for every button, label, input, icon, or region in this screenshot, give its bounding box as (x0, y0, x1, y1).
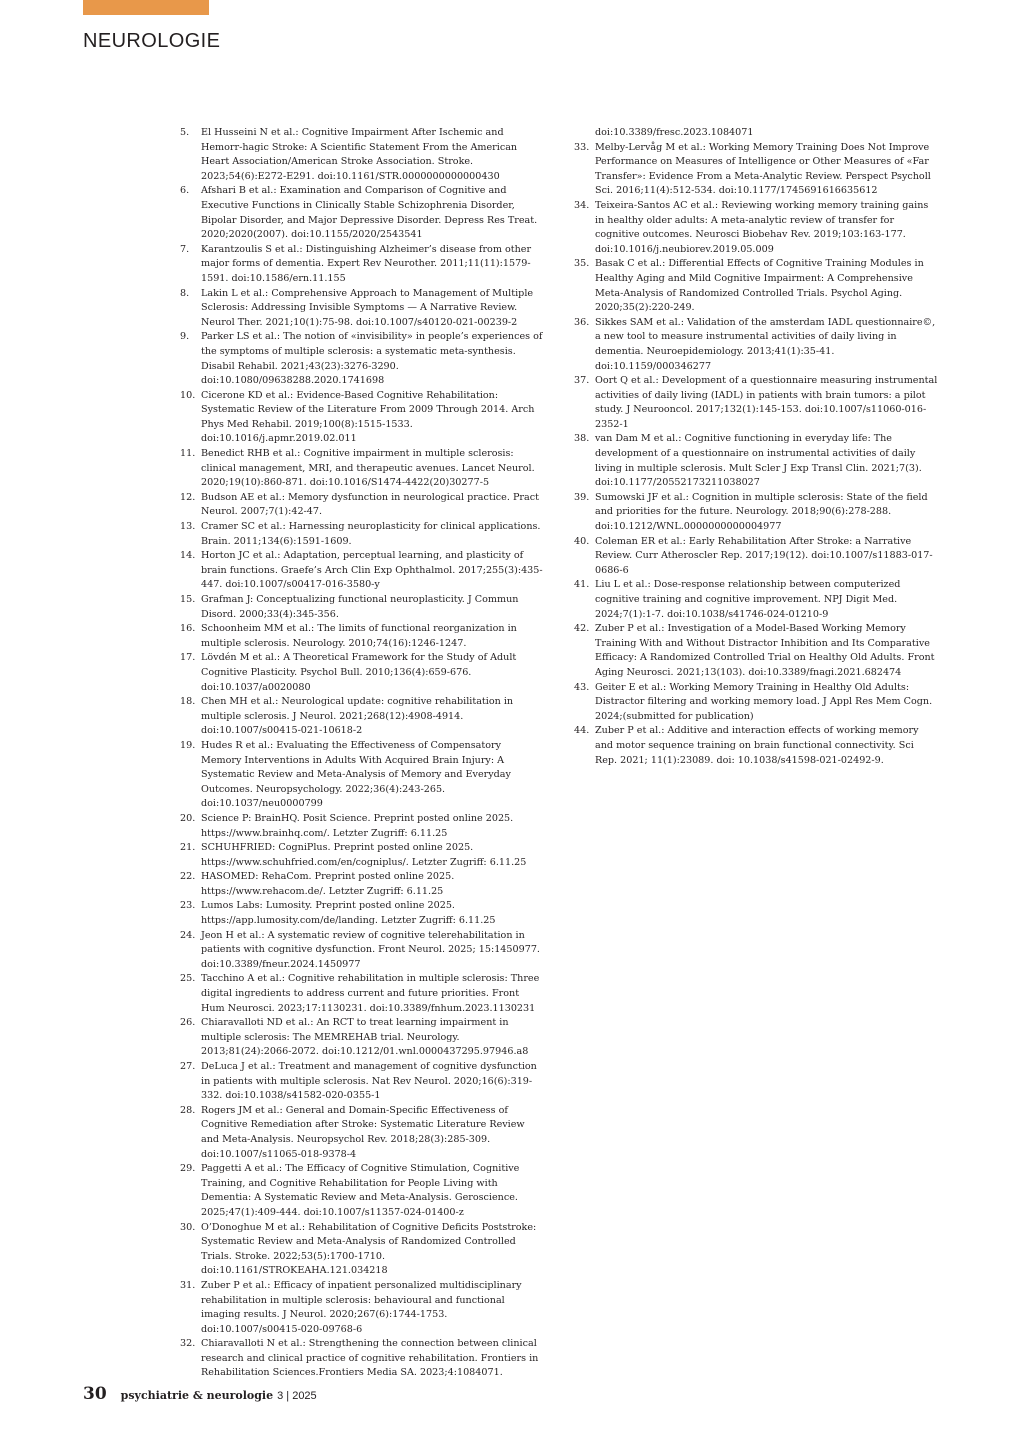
issue-number: 3 | 2025 (277, 1390, 317, 1402)
reference-text: Chiaravalloti N et al.: Strengthening the connection between clinical research and clinical practice of cognitive rehabilitation. Frontiers in Rehabilitation Sciences.Frontiers Media SA. 2023;4:1084071. (201, 1338, 539, 1379)
reference-text: Paggetti A et al.: The Efficacy of Cognitive Stimulation, Cognitive Training, and Cognitive Rehabilitation for People Living with Dementia: A Systematic Review and Meta-Analysis. Geroscience. 2025;47(1):409-444. doi:10.1007/s11357-024-01400-z (201, 1163, 520, 1218)
reference-number: 17. (180, 652, 196, 664)
reference-item (180, 126, 544, 184)
section-title: NEUROLOGIE (83, 30, 221, 52)
reference-item (180, 812, 544, 841)
reference-text: SCHUHFRIED: CogniPlus. Preprint posted online 2025. https://www.schuhfried.com/en/cogniplus/. Letzter Zugriff: 6.11.25 (201, 842, 527, 868)
reference-text: Liu L et al.: Dose-response relationship between computerized cognitive training and cognitive improvement. NPJ Digit Med. 2024;7(1):1-7. doi:10.1038/s41746-024-01210-9 (595, 579, 901, 620)
reference-number: 27. (180, 1061, 196, 1072)
reference-text: Schoonheim MM et al.: The limits of functional reorganization in multiple sclerosis. Neurology. 2010;74(16):1246-1247. (201, 623, 517, 649)
reference-item (180, 549, 544, 593)
reference-text: Horton JC et al.: Adaptation, perceptual learning, and plasticity of brain functions. Graefe’s Arch Clin Exp Ophthalmol. 2017;255(3):435-447. doi:10.1007/s00417-016-3580-y (201, 550, 543, 591)
reference-number: 30. (180, 1221, 196, 1233)
reference-item (180, 695, 544, 739)
reference-text: El Husseini N et al.: Cognitive Impairment After Ischemic and Hemorr-hagic Stroke: A Scientific Statement From the American Heart Association/American Stroke Association. Stroke. 2023;54(6):E272-E291. doi:10.1161/STR.0000000000000430 (201, 127, 518, 182)
reference-text: Chiaravalloti ND et al.: An RCT to treat learning impairment in multiple sclerosis: The MEMREHAB trial. Neurology. 2013;81(24):2066-2072. doi:10.1212/01.wnl.0000437295.97946.a8 (201, 1017, 529, 1058)
reference-item (574, 622, 938, 680)
reference-list-left-column (180, 126, 544, 1381)
reference-item (180, 1337, 544, 1381)
reference-item (180, 287, 544, 331)
reference-item (180, 1162, 544, 1220)
reference-number: 33. (574, 141, 590, 153)
reference-number: 9. (180, 331, 190, 343)
reference-text: Lumos Labs: Lumosity. Preprint posted online 2025. https://app.lumosity.com/de/landing. Letzter Zugriff: 6.11.25 (201, 900, 496, 927)
reference-item (180, 491, 544, 520)
reference-number: 35. (574, 258, 590, 270)
reference-text: Tacchino A et al.: Cognitive rehabilitation in multiple sclerosis: Three digital ingredients to address current and future priorities. Front Hum Neurosci. 2023;17:1130231. doi:10.3389/fnhum.2023.1130231 (201, 973, 540, 1014)
reference-item (180, 1221, 544, 1279)
reference-item (180, 1016, 544, 1060)
reference-number: 16. (180, 623, 196, 635)
reference-text: Science P: BrainHQ. Posit Science. Preprint posted online 2025. https://www.brainhq.com/. Letzter Zugriff: 6.11.25 (201, 812, 514, 839)
reference-item (574, 316, 938, 374)
reference-item (574, 199, 938, 257)
reference-item (574, 432, 938, 490)
reference-item (180, 929, 544, 973)
reference-list-right-column (574, 126, 938, 768)
reference-item (180, 1060, 544, 1104)
reference-text: Sikkes SAM et al.: Validation of the amsterdam IADL questionnaire©, a new tool to measure instrumental activities of daily living in dementia. Neuroepidemiology. 2013;41(1):35-41. doi:10.1159/000346277 (595, 316, 936, 372)
reference-number: 34. (574, 199, 590, 211)
reference-text: Rogers JM et al.: General and Domain-Specific Effectiveness of Cognitive Remediation after Stroke: Systematic Literature Review and Meta-Analysis. Neuropsychol Rev. 2018;28(3):285-309. doi:10.1007/s11065-018-9378-4 (201, 1104, 525, 1160)
reference-item (574, 681, 938, 725)
reference-number: 26. (180, 1017, 196, 1029)
reference-number: 36. (574, 316, 590, 328)
reference-text: Hudes R et al.: Evaluating the Effectiveness of Compensatory Memory Interventions in Adults With Acquired Brain Injury: A Systematic Review and Meta-Analysis of Memory and Everyday Outcomes. Neuropsychology. 2022;36(4):243-265. doi:10.1037/neu0000799 (201, 739, 511, 810)
reference-number: 39. (574, 491, 590, 503)
reference-number: 18. (180, 696, 196, 708)
reference-item (180, 330, 544, 388)
reference-item (180, 841, 544, 870)
reference-item (574, 578, 938, 622)
reference-text: Chen MH et al.: Neurological update: cognitive rehabilitation in multiple sclerosis. J Neurol. 2021;268(12):4908-4914. doi:10.1007/s00415-021-10618-2 (201, 696, 514, 737)
reference-text: Lövdén M et al.: A Theoretical Framework for the Study of Adult Cognitive Plasticity. Psychol Bull. 2010;136(4):659-676. doi:10.1037/a0020080 (201, 652, 517, 693)
reference-text: Zuber P et al.: Additive and interaction effects of working memory and motor sequence training on brain functional connectivity. Sci Rep. 2021; 11(1):23089. doi: 10.1038/s41598-021-02492-9. (595, 725, 919, 766)
reference-number: 38. (574, 433, 590, 445)
reference-item (574, 257, 938, 315)
reference-number: 32. (180, 1338, 196, 1350)
reference-text: O’Donoghue M et al.: Rehabilitation of Cognitive Deficits Poststroke: Systematic Review and Meta-Analysis of Randomized Controlled Trials. Stroke. 2022;53(5):1700-1710. doi:10.1161/STROKEAHA.121.034218 (201, 1221, 537, 1277)
reference-text: Coleman ER et al.: Early Rehabilitation After Stroke: a Narrative Review. Curr Atheroscler Rep. 2017;19(12). doi:10.1007/s11883-017-0686-6 (595, 535, 933, 576)
reference-number: 40. (574, 535, 590, 547)
reference-text: Cramer SC et al.: Harnessing neuroplasticity for clinical applications. Brain. 2011;134(6):1591-1609. (201, 521, 541, 547)
reference-item (180, 622, 544, 651)
reference-item (180, 899, 544, 928)
reference-text: DeLuca J et al.: Treatment and management of cognitive dysfunction in patients with multiple sclerosis. Nat Rev Neurol. 2020;16(6):319-332. doi:10.1038/s41582-020-0355-1 (201, 1061, 537, 1102)
reference-number: 19. (180, 739, 196, 751)
reference-number: 41. (574, 579, 590, 591)
reference-number: 20. (180, 812, 196, 824)
reference-text: Oort Q et al.: Development of a questionnaire measuring instrumental activities of daily living (IADL) in patients with brain tumors: a pilot study. J Neurooncol. 2017;132(1):145-153. doi:10.1007/s11060-016-2352-1 (595, 375, 938, 430)
reference-item (180, 1104, 544, 1162)
reference-item (574, 374, 938, 432)
reference-text: Afshari B et al.: Examination and Comparison of Cognitive and Executive Functions in Clinically Stable Schizophrenia Disorder, Bipolar Disorder, and Major Depressive Disorder. Depress Res Treat. 2020;2020(2007). doi:10.1155/2020/2543541 (201, 185, 538, 241)
reference-number: 24. (180, 929, 196, 941)
reference-number: 31. (180, 1279, 196, 1291)
reference-text: Sumowski JF et al.: Cognition in multiple sclerosis: State of the field and priorities for the future. Neurology. 2018;90(6):278-288. doi:10.1212/WNL.0000000000004977 (595, 491, 928, 533)
reference-number: 13. (180, 521, 196, 533)
page-number: 30 (83, 1384, 107, 1404)
reference-text: Karantzoulis S et al.: Distinguishing Alzheimer’s disease from other major forms of dementia. Expert Rev Neurother. 2011;11(11):1579-1591. doi:10.1586/ern.11.155 (201, 243, 532, 284)
reference-text: Basak C et al.: Differential Effects of Cognitive Training Modules in Healthy Aging and Mild Cognitive Impairment: A Comprehensive Meta-Analysis of Randomized Controlled Trials. Psychol Aging. 2020;35(2):220-249. (595, 258, 924, 314)
reference-text: van Dam M et al.: Cognitive functioning in everyday life: The development of a questionnaire on instrumental activities of daily living in multiple sclerosis. Mult Scler J Exp Transl Clin. 2021;7(3). doi:10.1177/20552173211038027 (595, 433, 922, 489)
reference-text: Benedict RHB et al.: Cognitive impairment in multiple sclerosis: clinical management, MRI, and therapeutic avenues. Lancet Neurol. 2020;19(10):860-871. doi:10.1016/S1474-4422(20)30277-5 (201, 448, 535, 489)
reference-text: Cicerone KD et al.: Evidence-Based Cognitive Rehabilitation: Systematic Review of the Literature From 2009 Through 2014. Arch Phys Med Rehabil. 2019;100(8):1515-1533. doi:10.1016/j.apmr.2019.02.011 (201, 389, 535, 445)
reference-item (180, 184, 544, 242)
reference-number: 11. (180, 448, 196, 460)
reference-number: 29. (180, 1163, 196, 1175)
reference-item (180, 972, 544, 1016)
reference-number: 37. (574, 375, 590, 387)
reference-text: Melby-Lervåg M et al.: Working Memory Training Does Not Improve Performance on Measures of Intelligence or Other Measures of «Far Transfer»: Evidence From a Meta-Analytic Review. Perspect Psycholl Sci. 2016;11(4):512-534. doi:10.1177/1745691616635612 (595, 141, 931, 197)
reference-text: Jeon H et al.: A systematic review of cognitive telerehabilitation in patients with cognitive dysfunction. Front Neurol. 2025; 15:1450977. doi:10.3389/fneur.2024.1450977 (201, 929, 540, 970)
page-footer (83, 1384, 317, 1404)
reference-number: 44. (574, 725, 590, 737)
reference-text: Grafman J: Conceptualizing functional neuroplasticity. J Commun Disord. 2000;33(4):345-356. (201, 594, 519, 620)
reference-number: 43. (574, 681, 590, 693)
reference-text: HASOMED: RehaCom. Preprint posted online 2025. https://www.rehacom.de/. Letzter Zugriff: 6.11.25 (201, 871, 455, 897)
reference-item (574, 491, 938, 535)
reference-text: Teixeira-Santos AC et al.: Reviewing working memory training gains in healthy older adults: A meta-analytic review of transfer for cognitive outcomes. Neurosci Biobehav Rev. 2019;103:163-177. doi:10.1016/j.neubiorev.2019.05.009 (595, 199, 929, 255)
reference-item (180, 520, 544, 549)
reference-item (180, 739, 544, 812)
reference-item (180, 1279, 544, 1337)
reference-number: 6. (180, 185, 190, 197)
reference-continuation: doi:10.3389/fresc.2023.1084071 (595, 127, 754, 138)
reference-number: 7. (180, 243, 190, 255)
reference-item (180, 870, 544, 899)
reference-item (180, 447, 544, 491)
reference-number: 21. (180, 842, 196, 854)
reference-item (180, 651, 544, 695)
reference-number: 28. (180, 1104, 196, 1116)
reference-number: 12. (180, 491, 196, 503)
reference-text: Lakin L et al.: Comprehensive Approach to Management of Multiple Sclerosis: Addressing Invisible Symptoms — A Narrative Review. Neurol Ther. 2021;10(1):75-98. doi:10.1007/s40120-021-00239-2 (201, 287, 534, 328)
journal-name: psychiatrie & neurologie (120, 1389, 274, 1402)
reference-text: Parker LS et al.: The notion of «invisibility» in people’s experiences of the symptoms of multiple sclerosis: a systematic meta-synthesis. Disabil Rehabil. 2021;43(23):3276-3290. doi:10.1080/09638288.2020.1741698 (201, 331, 543, 387)
reference-text: Zuber P et al.: Efficacy of inpatient personalized multidisciplinary rehabilitation in multiple sclerosis: behavioural and functional imaging results. J Neurol. 2020;267(6):1744-1753. doi:10.1007/s00415-020-09768-6 (201, 1279, 522, 1335)
reference-text: Zuber P et al.: Investigation of a Model-Based Working Memory Training With and Without Distractor Inhibition and Its Comparative Efficacy: A Randomized Controlled Trial on Healthy Old Adults. Front Aging Neurosci. 2021;13(103). doi:10.3389/fnagi.2021.682474 (595, 623, 935, 678)
reference-number: 8. (180, 287, 190, 299)
reference-item (574, 535, 938, 579)
reference-item (180, 243, 544, 287)
reference-text: Budson AE et al.: Memory dysfunction in neurological practice. Pract Neurol. 2007;7(1):42-47. (201, 491, 539, 518)
reference-number: 10. (180, 389, 196, 401)
reference-number: 22. (180, 871, 196, 883)
reference-item (574, 141, 938, 199)
reference-number: 42. (574, 623, 590, 635)
reference-number: 5. (180, 127, 190, 138)
header-accent-bar (83, 0, 209, 15)
reference-item (180, 389, 544, 447)
reference-number: 15. (180, 594, 196, 605)
reference-number: 23. (180, 900, 196, 912)
reference-number: 14. (180, 550, 196, 562)
reference-number: 25. (180, 973, 196, 985)
reference-item (574, 724, 938, 768)
reference-item (180, 593, 544, 622)
reference-text: Geiter E et al.: Working Memory Training in Healthy Old Adults: Distractor filtering and working memory load. J Appl Res Mem Cogn. 2024;(submitted for publication) (595, 681, 933, 722)
